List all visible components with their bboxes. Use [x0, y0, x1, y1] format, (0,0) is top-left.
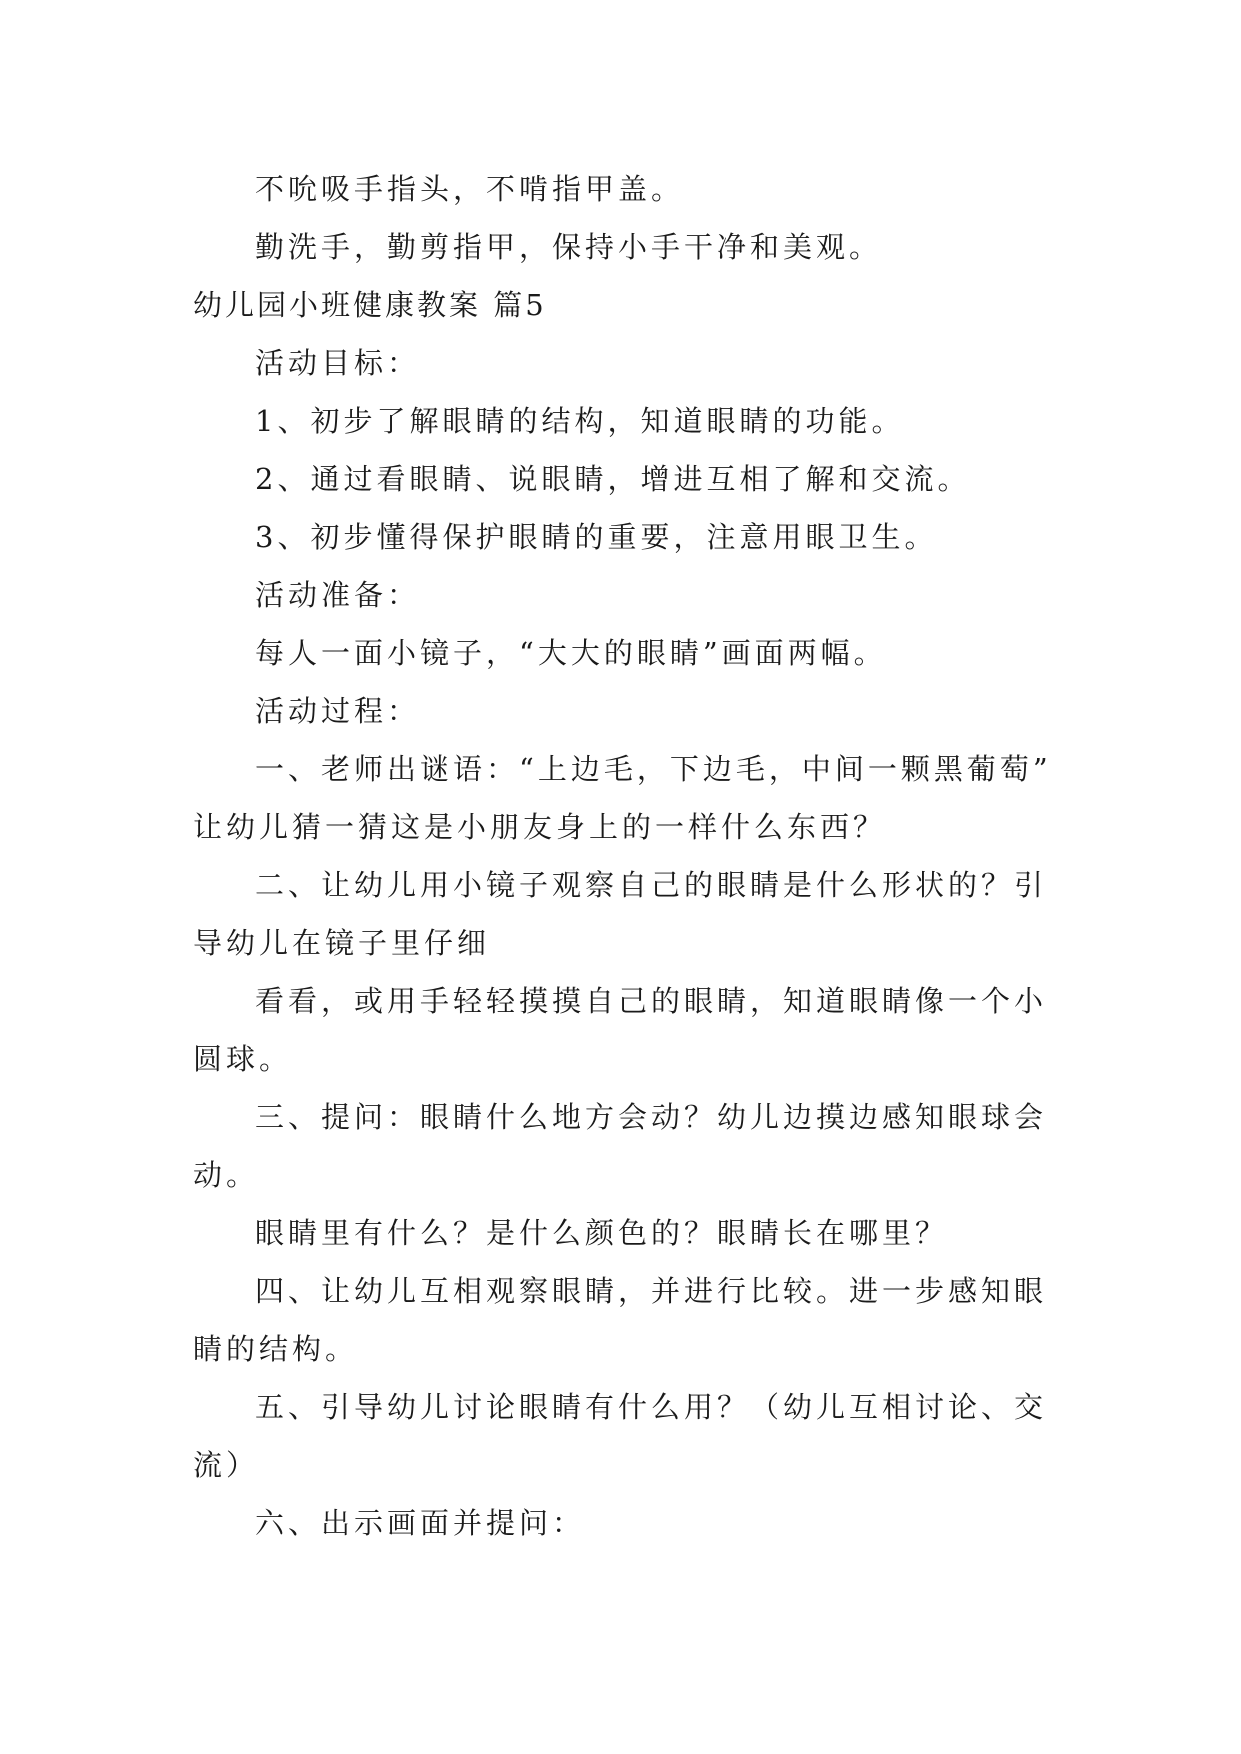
paragraph-line: 一、老师出谜语：“上边毛，下边毛，中间一颗黑葡萄”: [255, 752, 1052, 786]
paragraph-line: 活动目标：: [255, 346, 421, 380]
paragraph-line: 让幼儿猜一猜这是小朋友身上的一样什么东西？: [193, 810, 887, 844]
paragraph-line: 动。: [193, 1158, 260, 1192]
paragraph-line: 3、初步懂得保护眼睛的重要，注意用眼卫生。: [255, 520, 938, 554]
paragraph-line: 2、通过看眼睛、说眼睛，增进互相了解和交流。: [255, 462, 971, 496]
paragraph-line: 活动准备：: [255, 578, 421, 612]
paragraph-line: 三、提问：眼睛什么地方会动？幼儿边摸边感知眼球会: [255, 1100, 1048, 1134]
paragraph-line: 眼睛里有什么？是什么颜色的？眼睛长在哪里？: [255, 1216, 949, 1250]
paragraph-line: 导幼儿在镜子里仔细: [193, 926, 491, 960]
paragraph-line: 四、让幼儿互相观察眼睛，并进行比较。进一步感知眼: [255, 1274, 1048, 1308]
paragraph-line: 圆球。: [193, 1042, 293, 1076]
paragraph-line: 流）: [193, 1448, 260, 1482]
section-heading: 幼儿园小班健康教案 篇5: [193, 288, 547, 322]
paragraph-line: 二、让幼儿用小镜子观察自己的眼睛是什么形状的？引: [255, 868, 1048, 902]
paragraph-line: 1、初步了解眼睛的结构，知道眼睛的功能。: [255, 404, 905, 438]
paragraph-line: 活动过程：: [255, 694, 421, 728]
paragraph-line: 睛的结构。: [193, 1332, 359, 1366]
paragraph-line: 五、引导幼儿讨论眼睛有什么用？（幼儿互相讨论、交: [255, 1390, 1048, 1424]
paragraph-line: 六、出示画面并提问：: [255, 1506, 586, 1540]
paragraph-line: 不吮吸手指头，不啃指甲盖。: [255, 172, 685, 206]
document-body: [193, 160, 1053, 1552]
paragraph-line: 看看，或用手轻轻摸摸自己的眼睛，知道眼睛像一个小: [255, 984, 1048, 1018]
paragraph-line: 每人一面小镜子，“大大的眼睛”画面两幅。: [255, 636, 887, 670]
paragraph-line: 勤洗手，勤剪指甲，保持小手干净和美观。: [255, 230, 883, 264]
